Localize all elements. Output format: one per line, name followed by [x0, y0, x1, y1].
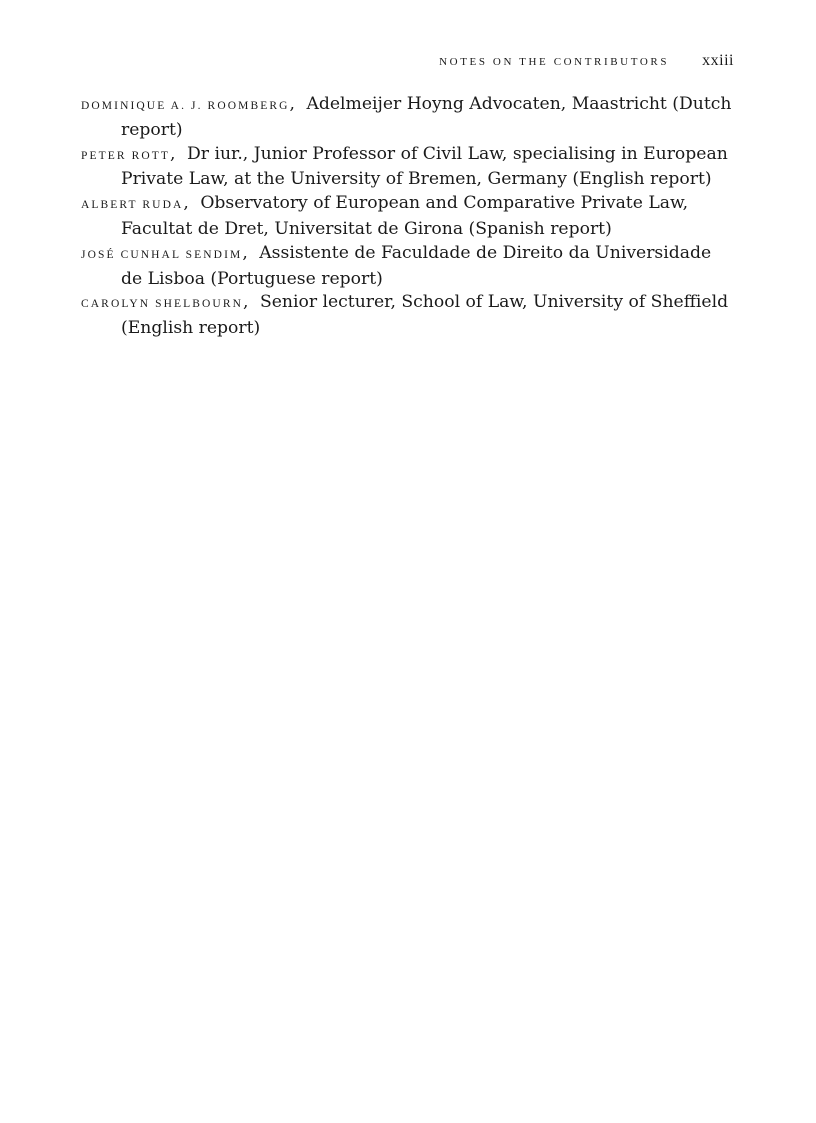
contributor-entry: CAROLYN SHELBOURN, Senior lecturer, School of Law, University of Sheffield (English report): [81, 292, 729, 339]
contributor-description: Assistente de Faculdade de Direito da Universidade de Lisboa (Portuguese report): [121, 242, 712, 289]
contributor-list: [81, 93, 736, 341]
contributor-description: Senior lecturer, School of Law, University of Sheffield (English report): [121, 292, 729, 339]
running-title: NOTES ON THE CONTRIBUTORS: [439, 56, 670, 68]
contributor-name: PETER ROTT: [81, 149, 171, 162]
contributor-name: JOSÉ CUNHAL SENDIM: [81, 248, 243, 261]
contributor-entry: JOSÉ CUNHAL SENDIM, Assistente de Faculdade de Direito da Universidade de Lisboa (Portuguese report): [81, 242, 712, 289]
contributor-description: Dr iur., Junior Professor of Civil Law, specialising in European Private Law, at the University of Bremen, Germany (English report): [121, 143, 728, 190]
contributor-name: CAROLYN SHELBOURN: [81, 298, 244, 311]
contributor-entry: PETER ROTT, Dr iur., Junior Professor of Civil Law, specialising in European Private Law, at the University of Bremen, Germany (English report): [81, 143, 728, 190]
contributor-entry: ALBERT RUDA, Observatory of European and Comparative Private Law, Facultat de Dret, Universitat de Girona (Spanish report): [81, 193, 689, 239]
contributor-name: ALBERT RUDA: [81, 199, 184, 212]
contributor-entry: DOMINIQUE A. J. ROOMBERG, Adelmeijer Hoyng Advocaten, Maastricht (Dutch report): [81, 94, 732, 140]
running-header: [0, 50, 734, 70]
page-number: xxiii: [702, 52, 734, 69]
contributor-description: Observatory of European and Comparative Private Law, Facultat de Dret, Universitat de Girona (Spanish report): [121, 193, 689, 239]
contributor-description: Adelmeijer Hoyng Advocaten, Maastricht (Dutch report): [121, 94, 732, 140]
contributor-name: DOMINIQUE A. J. ROOMBERG: [81, 100, 290, 112]
